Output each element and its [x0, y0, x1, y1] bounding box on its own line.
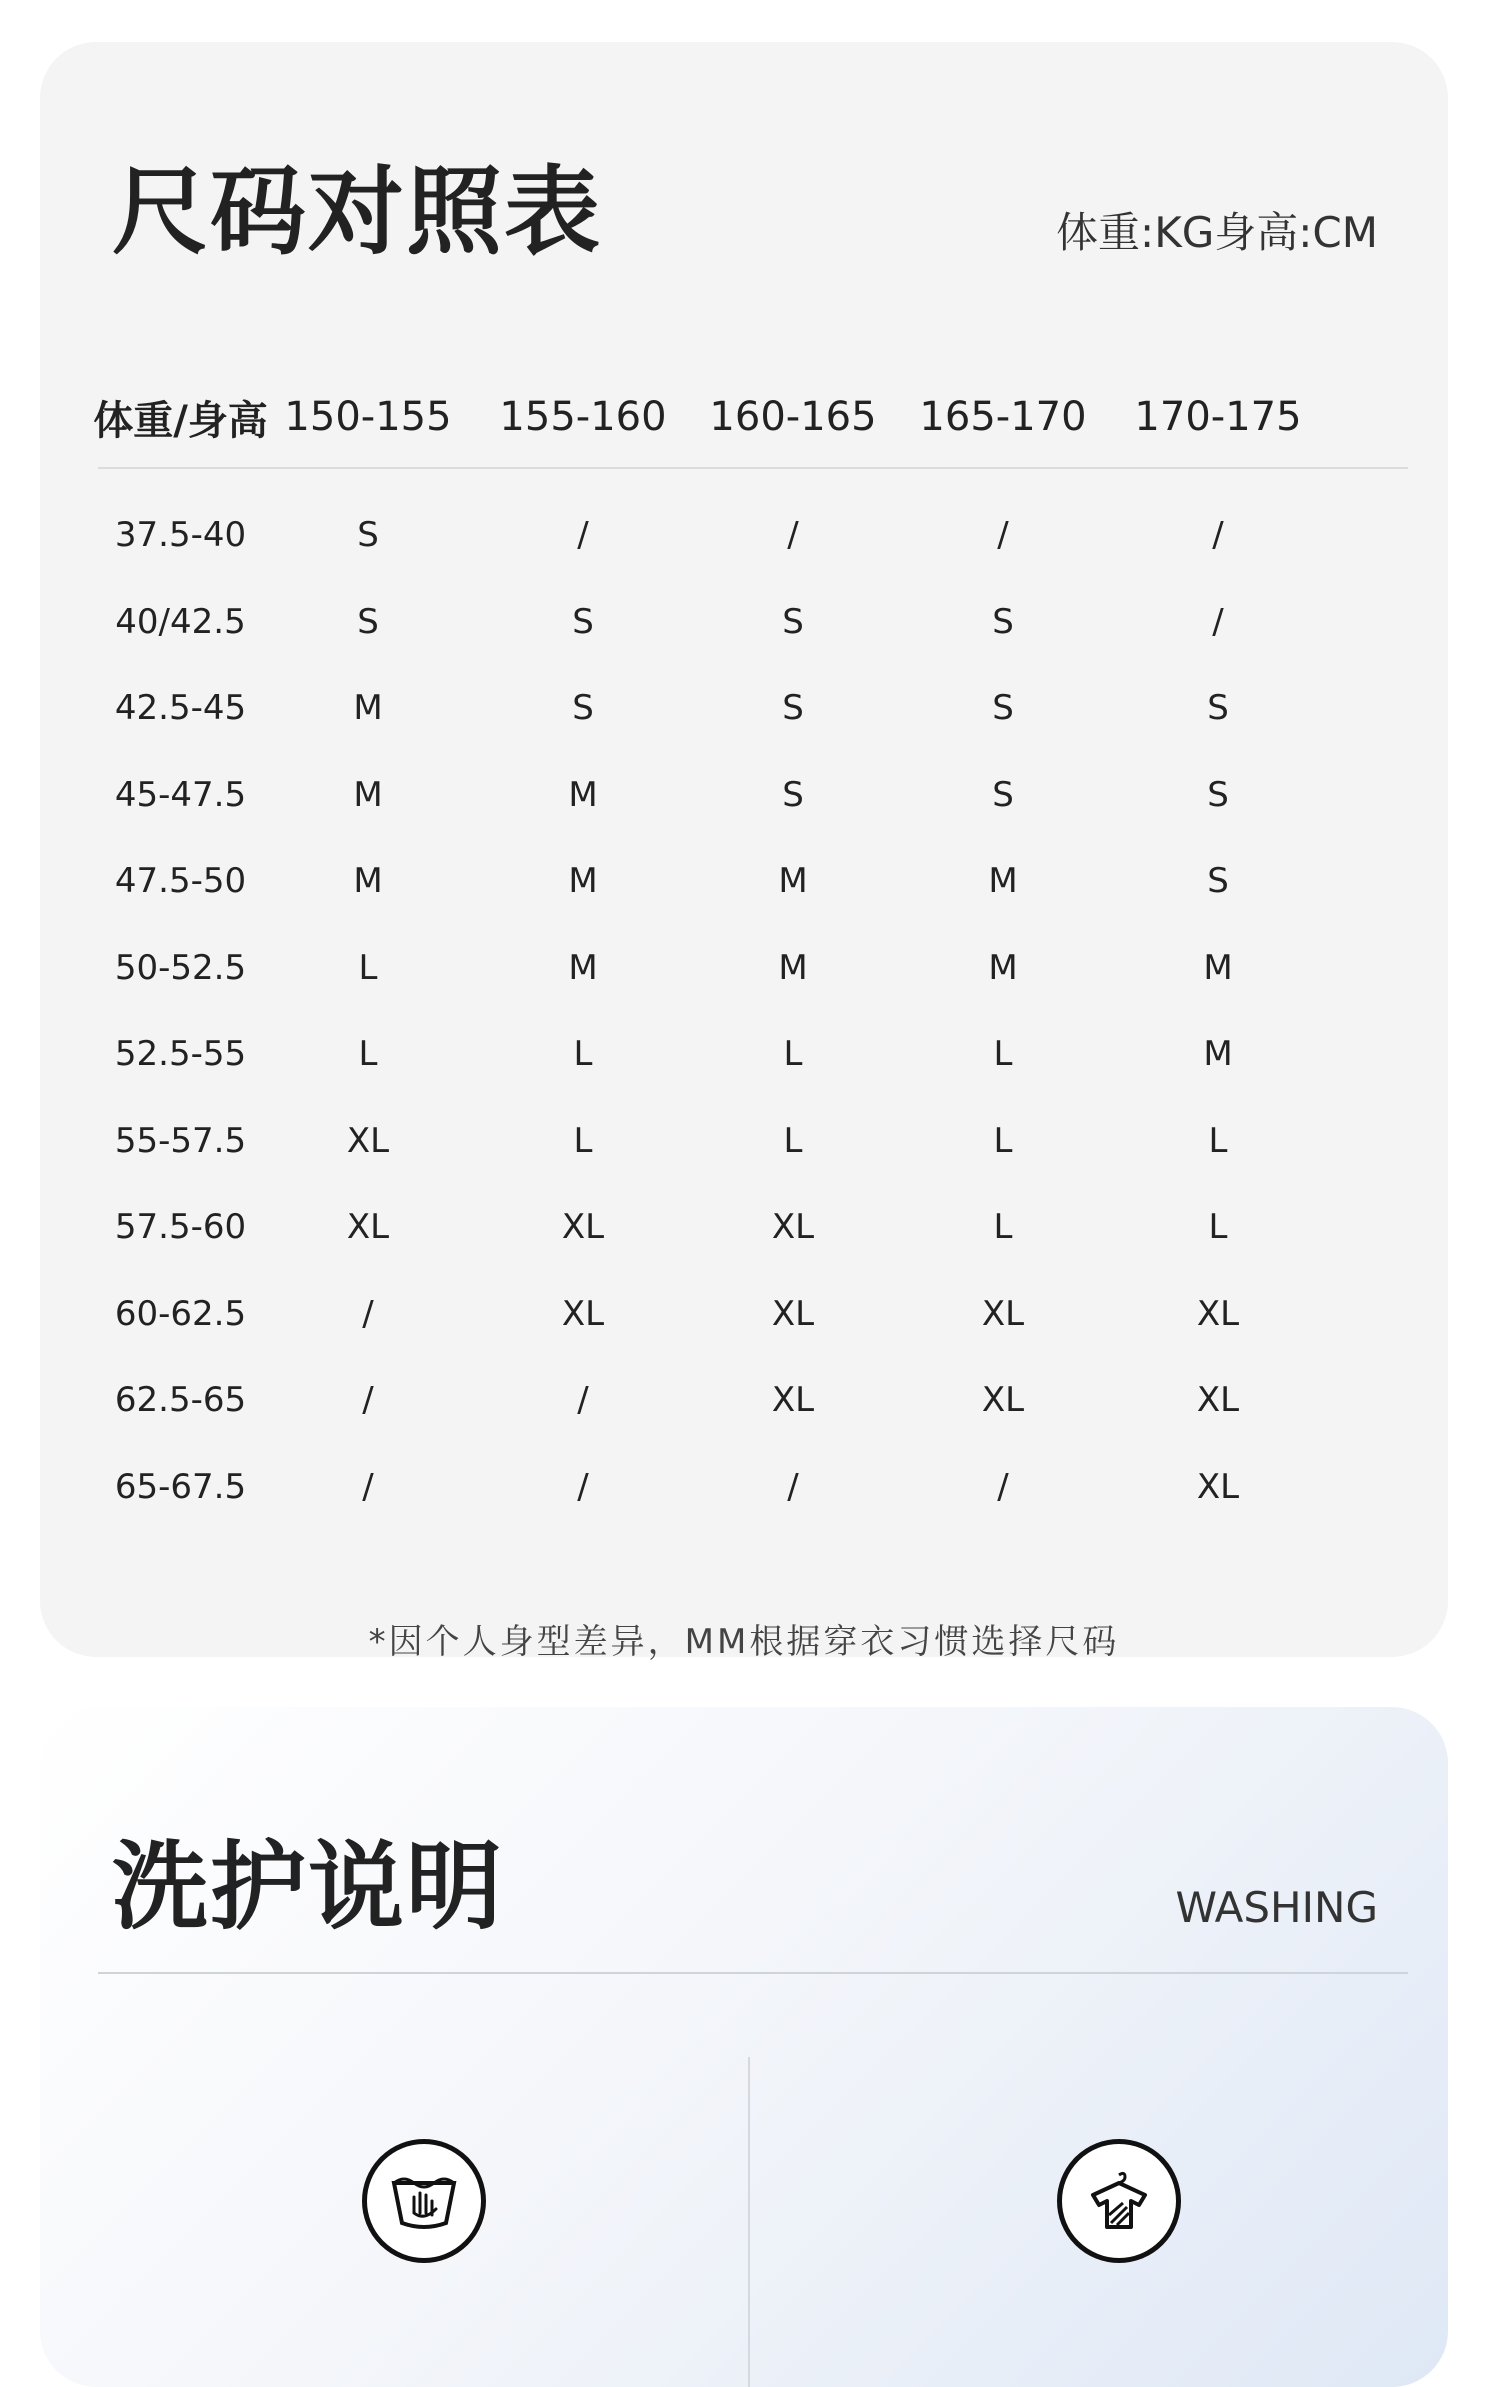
weight-range-cell: 47.5-50	[114, 861, 247, 902]
table-row	[98, 1011, 1408, 1098]
size-cell: S	[992, 774, 1014, 815]
size-cell: XL	[1196, 1380, 1240, 1421]
size-cell: L	[993, 1034, 1013, 1075]
washing-title: 洗护说明	[112, 1831, 504, 1943]
size-cell: M	[568, 947, 598, 988]
table-row	[98, 1098, 1408, 1185]
weight-range-cell: 65-67.5	[114, 1466, 247, 1507]
table-row	[98, 1184, 1408, 1271]
size-cell: /	[787, 1466, 799, 1507]
size-cell: XL	[1196, 1466, 1240, 1507]
size-cell: M	[353, 861, 383, 902]
size-cell: M	[778, 947, 808, 988]
size-cell: L	[358, 947, 378, 988]
size-cell: XL	[561, 1293, 605, 1334]
size-cell: L	[783, 1120, 803, 1161]
size-cell: S	[357, 601, 379, 642]
size-cell: XL	[771, 1380, 815, 1421]
size-chart-card	[40, 42, 1448, 1662]
size-cell: M	[778, 861, 808, 902]
size-cell: L	[573, 1120, 593, 1161]
size-cell: XL	[346, 1120, 390, 1161]
size-cell: L	[1208, 1120, 1228, 1161]
table-row	[98, 665, 1408, 752]
header-cell: 150-155	[284, 394, 452, 440]
table-row	[98, 1444, 1408, 1531]
weight-range-cell: 50-52.5	[114, 947, 247, 988]
size-cell: /	[362, 1466, 374, 1507]
size-cell: S	[572, 601, 594, 642]
size-cell: S	[1207, 861, 1229, 902]
size-cell: /	[997, 515, 1009, 556]
divider	[98, 1972, 1408, 1974]
table-row	[98, 1271, 1408, 1358]
size-cell: S	[357, 515, 379, 556]
weight-range-cell: 45-47.5	[114, 774, 247, 815]
size-cell: S	[782, 601, 804, 642]
size-cell: M	[988, 947, 1018, 988]
size-cell: L	[993, 1207, 1013, 1248]
size-cell: S	[572, 688, 594, 729]
weight-range-cell: 60-62.5	[114, 1293, 247, 1334]
table-row	[98, 1357, 1408, 1444]
size-cell: XL	[561, 1207, 605, 1248]
header-cell: 160-165	[709, 394, 877, 440]
weight-range-cell: 52.5-55	[114, 1034, 247, 1075]
header-cell: 170-175	[1134, 394, 1302, 440]
washing-card	[40, 1707, 1448, 2387]
hang-dry-icon	[1057, 2139, 1181, 2263]
size-chart-title: 尺码对照表	[112, 156, 602, 268]
weight-range-cell: 40/42.5	[115, 601, 246, 642]
hand-wash-icon	[362, 2139, 486, 2263]
size-cell: XL	[1196, 1293, 1240, 1334]
size-cell: /	[362, 1293, 374, 1334]
size-cell: XL	[981, 1293, 1025, 1334]
weight-range-cell: 37.5-40	[114, 515, 247, 556]
weight-range-cell: 57.5-60	[114, 1207, 247, 1248]
size-cell: M	[988, 861, 1018, 902]
size-cell: S	[1207, 774, 1229, 815]
size-cell: XL	[981, 1380, 1025, 1421]
size-cell: L	[993, 1120, 1013, 1161]
table-row	[98, 925, 1408, 1012]
size-cell: L	[783, 1034, 803, 1075]
table-row	[98, 492, 1408, 579]
size-cell: L	[1208, 1207, 1228, 1248]
size-chart-units: 体重:KG身高:CM	[1056, 208, 1378, 257]
size-cell: /	[362, 1380, 374, 1421]
size-cell: XL	[771, 1207, 815, 1248]
size-cell: /	[787, 515, 799, 556]
size-cell: M	[1203, 1034, 1233, 1075]
size-cell: M	[568, 774, 598, 815]
size-cell: L	[358, 1034, 378, 1075]
table-row	[98, 752, 1408, 839]
table-row	[98, 838, 1408, 925]
size-cell: M	[568, 861, 598, 902]
size-cell: M	[1203, 947, 1233, 988]
weight-range-cell: 55-57.5	[114, 1120, 247, 1161]
size-cell: XL	[346, 1207, 390, 1248]
size-cell: /	[577, 1466, 589, 1507]
size-cell: /	[577, 1380, 589, 1421]
divider	[748, 2057, 750, 2387]
size-cell: S	[992, 688, 1014, 729]
table-row	[98, 579, 1408, 666]
weight-range-cell: 62.5-65	[114, 1380, 247, 1421]
size-cell: XL	[771, 1293, 815, 1334]
size-cell: M	[353, 774, 383, 815]
size-cell: L	[573, 1034, 593, 1075]
size-cell: /	[1212, 601, 1224, 642]
weight-range-cell: 42.5-45	[114, 688, 247, 729]
header-cell: 155-160	[499, 394, 667, 440]
size-cell: /	[577, 515, 589, 556]
size-cell: M	[353, 688, 383, 729]
header-cell: 体重/身高	[93, 397, 268, 444]
size-cell: /	[1212, 515, 1224, 556]
size-cell: /	[997, 1466, 1009, 1507]
size-note: *因个人身型差异，MM根据穿衣习惯选择尺码	[368, 1622, 1120, 1662]
size-cell: S	[992, 601, 1014, 642]
size-cell: S	[782, 774, 804, 815]
size-cell: S	[1207, 688, 1229, 729]
size-cell: S	[782, 688, 804, 729]
size-table-header	[93, 377, 1408, 469]
washing-subtitle: WASHING	[1175, 1883, 1378, 1932]
header-cell: 165-170	[919, 394, 1087, 440]
